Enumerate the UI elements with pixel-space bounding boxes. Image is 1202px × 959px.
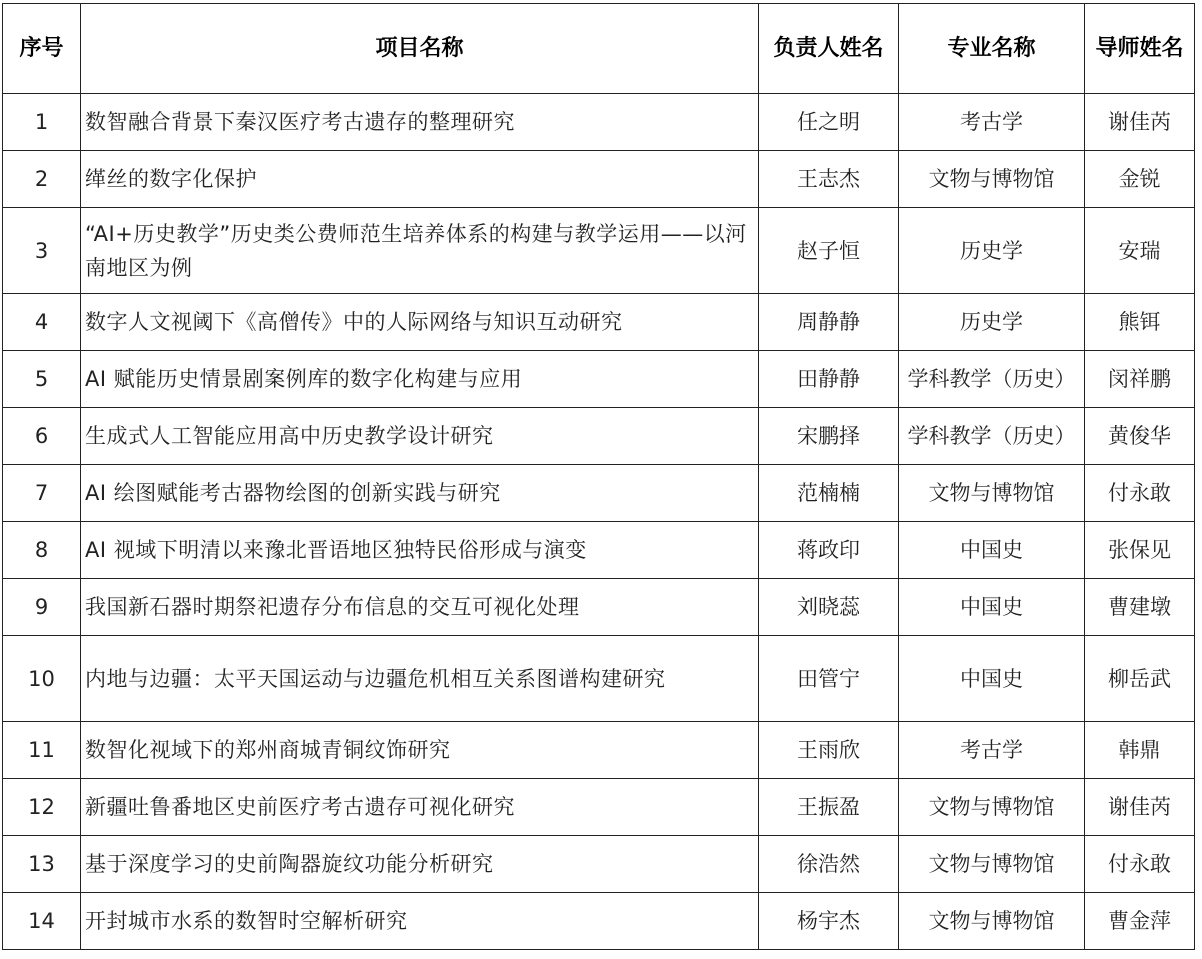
row-index: 3	[3, 208, 81, 294]
row-project-title: “AI+历史教学”历史类公费师范生培养体系的构建与教学运用——以河南地区为例	[81, 208, 759, 294]
row-leader-name: 王志杰	[759, 151, 899, 208]
table-body	[3, 94, 1195, 950]
table-row	[3, 579, 1195, 636]
row-leader-name: 范楠楠	[759, 465, 899, 522]
row-major-name: 文物与博物馆	[899, 836, 1085, 893]
row-index: 6	[3, 408, 81, 465]
row-project-title: 新疆吐鲁番地区史前医疗考古遗存可视化研究	[81, 779, 759, 836]
row-project-title: 数智化视域下的郑州商城青铜纹饰研究	[81, 722, 759, 779]
row-index: 8	[3, 522, 81, 579]
project-table	[2, 3, 1195, 950]
row-index: 1	[3, 94, 81, 151]
row-advisor-name: 曹建墩	[1085, 579, 1195, 636]
table-row	[3, 893, 1195, 950]
row-index: 11	[3, 722, 81, 779]
row-major-name: 文物与博物馆	[899, 151, 1085, 208]
row-leader-name: 徐浩然	[759, 836, 899, 893]
row-major-name: 中国史	[899, 579, 1085, 636]
table-row	[3, 465, 1195, 522]
row-major-name: 文物与博物馆	[899, 779, 1085, 836]
row-advisor-name: 黄俊华	[1085, 408, 1195, 465]
row-project-title: 缂丝的数字化保护	[81, 151, 759, 208]
row-advisor-name: 柳岳武	[1085, 636, 1195, 722]
project-list-document	[2, 3, 1195, 950]
row-leader-name: 任之明	[759, 94, 899, 151]
row-advisor-name: 付永敢	[1085, 465, 1195, 522]
row-major-name: 中国史	[899, 522, 1085, 579]
table-row	[3, 94, 1195, 151]
row-index: 13	[3, 836, 81, 893]
row-index: 9	[3, 579, 81, 636]
row-project-title: AI 视域下明清以来豫北晋语地区独特民俗形成与演变	[81, 522, 759, 579]
table-row	[3, 779, 1195, 836]
row-advisor-name: 韩鼎	[1085, 722, 1195, 779]
row-leader-name: 蒋政印	[759, 522, 899, 579]
table-row	[3, 408, 1195, 465]
row-leader-name: 赵子恒	[759, 208, 899, 294]
row-advisor-name: 安瑞	[1085, 208, 1195, 294]
table-row	[3, 151, 1195, 208]
row-leader-name: 田静静	[759, 351, 899, 408]
row-project-title: 我国新石器时期祭祀遗存分布信息的交互可视化处理	[81, 579, 759, 636]
row-leader-name: 田管宁	[759, 636, 899, 722]
row-index: 4	[3, 294, 81, 351]
row-project-title: 数字人文视阈下《高僧传》中的人际网络与知识互动研究	[81, 294, 759, 351]
row-project-title: 基于深度学习的史前陶器旋纹功能分析研究	[81, 836, 759, 893]
header-leader: 负责人姓名	[759, 4, 899, 94]
row-major-name: 考古学	[899, 94, 1085, 151]
header-index: 序号	[3, 4, 81, 94]
table-row	[3, 722, 1195, 779]
header-advisor: 导师姓名	[1085, 4, 1195, 94]
row-major-name: 中国史	[899, 636, 1085, 722]
row-advisor-name: 张保见	[1085, 522, 1195, 579]
header-major: 专业名称	[899, 4, 1085, 94]
row-project-title: AI 赋能历史情景剧案例库的数字化构建与应用	[81, 351, 759, 408]
row-major-name: 学科教学（历史）	[899, 408, 1085, 465]
table-row	[3, 208, 1195, 294]
table-row	[3, 351, 1195, 408]
table-row	[3, 636, 1195, 722]
row-advisor-name: 熊铒	[1085, 294, 1195, 351]
row-leader-name: 刘晓蕊	[759, 579, 899, 636]
header-title: 项目名称	[81, 4, 759, 94]
table-row	[3, 294, 1195, 351]
row-index: 7	[3, 465, 81, 522]
row-project-title: 内地与边疆：太平天国运动与边疆危机相互关系图谱构建研究	[81, 636, 759, 722]
row-advisor-name: 闵祥鹏	[1085, 351, 1195, 408]
row-advisor-name: 谢佳芮	[1085, 779, 1195, 836]
row-major-name: 历史学	[899, 208, 1085, 294]
row-leader-name: 杨宇杰	[759, 893, 899, 950]
table-row	[3, 522, 1195, 579]
row-major-name: 文物与博物馆	[899, 465, 1085, 522]
row-project-title: 数智融合背景下秦汉医疗考古遗存的整理研究	[81, 94, 759, 151]
row-index: 2	[3, 151, 81, 208]
row-advisor-name: 曹金萍	[1085, 893, 1195, 950]
row-leader-name: 王振盈	[759, 779, 899, 836]
row-major-name: 文物与博物馆	[899, 893, 1085, 950]
row-index: 12	[3, 779, 81, 836]
row-leader-name: 周静静	[759, 294, 899, 351]
row-index: 10	[3, 636, 81, 722]
row-project-title: AI 绘图赋能考古器物绘图的创新实践与研究	[81, 465, 759, 522]
row-advisor-name: 付永敢	[1085, 836, 1195, 893]
row-major-name: 学科教学（历史）	[899, 351, 1085, 408]
row-project-title: 生成式人工智能应用高中历史教学设计研究	[81, 408, 759, 465]
row-major-name: 考古学	[899, 722, 1085, 779]
row-major-name: 历史学	[899, 294, 1085, 351]
row-project-title: 开封城市水系的数智时空解析研究	[81, 893, 759, 950]
row-index: 14	[3, 893, 81, 950]
table-header-row	[3, 4, 1195, 94]
row-leader-name: 王雨欣	[759, 722, 899, 779]
table-row	[3, 836, 1195, 893]
row-index: 5	[3, 351, 81, 408]
row-advisor-name: 谢佳芮	[1085, 94, 1195, 151]
row-advisor-name: 金锐	[1085, 151, 1195, 208]
row-leader-name: 宋鹏择	[759, 408, 899, 465]
